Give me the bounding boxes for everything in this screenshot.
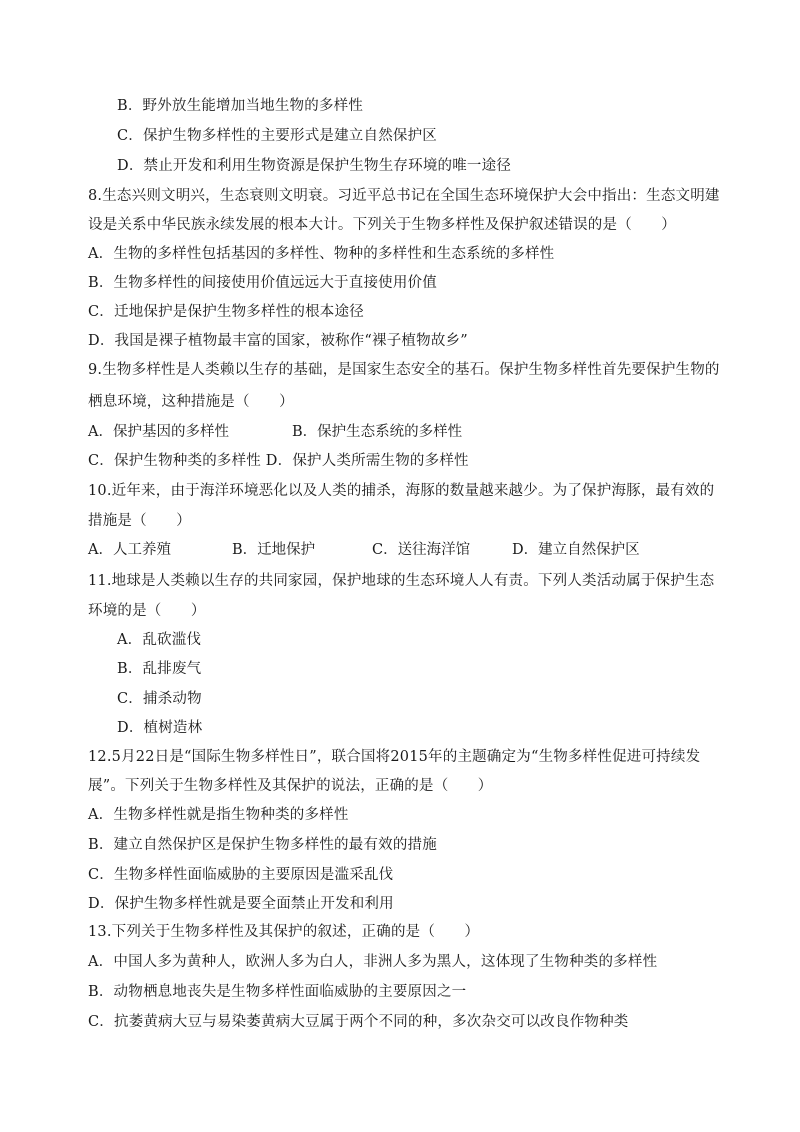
q8-stem-line-1: 8.生态兴则文明兴，生态衰则文明衰。习近平总书记在全国生态环境保护大会中指出：生态文明建 bbox=[88, 188, 720, 204]
q13-stem: 13.下列关于生物多样性及其保护的叙述，正确的是（ ） bbox=[88, 924, 480, 940]
q12-stem-line-2: 展”。下列关于生物多样性及其保护的说法，正确的是（ ） bbox=[88, 778, 493, 794]
q11-stem-line-1: 11.地球是人类赖以生存的共同家园，保护地球的生态环境人人有责。下列人类活动属于保护生态 bbox=[88, 573, 715, 589]
q12-option-b: B．建立自然保护区是保护生物多样性的最有效的措施 bbox=[88, 837, 437, 853]
q10-stem-line-1: 10.近年来，由于海洋环境恶化以及人类的捕杀，海豚的数量越来越少。为了保护海豚，最有效的 bbox=[88, 483, 715, 499]
q11-option-b: B．乱排废气 bbox=[117, 661, 202, 677]
q12-option-d: D．保护生物多样性就是要全面禁止开发和利用 bbox=[88, 896, 394, 912]
q12-option-c: C．生物多样性面临威胁的主要原因是滥采乱伐 bbox=[88, 867, 394, 883]
q9-stem-line-1: 9.生物多样性是人类赖以生存的基础，是国家生态安全的基石。保护生物多样性首先要保护生物的 bbox=[88, 362, 720, 378]
q13-option-a: A．中国人多为黄种人，欧洲人多为白人，非洲人多为黑人，这体现了生物种类的多样性 bbox=[88, 954, 658, 970]
q10-stem-line-2: 措施是（ ） bbox=[88, 513, 191, 529]
q8-stem-line-2: 设是关系中华民族永续发展的根本大计。下列关于生物多样性及保护叙述错误的是（ ） bbox=[88, 217, 676, 233]
q11-option-a: A．乱砍滥伐 bbox=[117, 632, 202, 648]
q10-option-d: D．建立自然保护区 bbox=[512, 542, 640, 558]
q9-stem-line-2: 栖息环境，这种措施是（ ） bbox=[88, 394, 294, 410]
q8-option-b: B．生物多样性的间接使用价值远远大于直接使用价值 bbox=[88, 275, 437, 291]
q10-option-b: B．迁地保护 bbox=[232, 542, 316, 558]
q7-option-c: C．保护生物多样性的主要形式是建立自然保护区 bbox=[117, 128, 437, 144]
q13-option-b: B．动物栖息地丧失是生物多样性面临威胁的主要原因之一 bbox=[88, 984, 467, 1000]
q9-options-row-1 bbox=[88, 422, 728, 442]
q11-option-d: D．植树造林 bbox=[117, 720, 203, 736]
q9-options-row-2: C．保护生物种类的多样性 D．保护人类所需生物的多样性 bbox=[88, 453, 469, 469]
q11-stem-line-2: 环境的是（ ） bbox=[88, 603, 206, 619]
q9-option-a: A．保护基因的多样性 bbox=[88, 424, 229, 440]
q10-option-a: A．人工养殖 bbox=[88, 542, 171, 558]
q10-options-row bbox=[88, 540, 728, 560]
q12-stem-line-1: 12.5月22日是“国际生物多样性日”，联合国将2015年的主题确定为“生物多样性促进可持续发 bbox=[88, 749, 701, 765]
q8-option-c: C．迁地保护是保护生物多样性的根本途径 bbox=[88, 304, 364, 320]
q7-option-b: B．野外放生能增加当地生物的多样性 bbox=[117, 98, 364, 114]
q8-option-a: A．生物的多样性包括基因的多样性、物种的多样性和生态系统的多样性 bbox=[88, 246, 555, 262]
q7-option-d: D．禁止开发和利用生物资源是保护生物生存环境的唯一途径 bbox=[117, 158, 512, 174]
q8-option-d: D．我国是裸子植物最丰富的国家，被称作“裸子植物故乡” bbox=[88, 333, 468, 349]
q11-option-c: C．捕杀动物 bbox=[117, 691, 202, 707]
q13-option-c: C．抗萎黄病大豆与易染萎黄病大豆属于两个不同的种，多次杂交可以改良作物种类 bbox=[88, 1014, 629, 1030]
q9-option-b: B．保护生态系统的多样性 bbox=[292, 424, 463, 440]
q12-option-a: A．生物多样性就是指生物种类的多样性 bbox=[88, 807, 349, 823]
q10-option-c: C．送往海洋馆 bbox=[372, 542, 471, 558]
